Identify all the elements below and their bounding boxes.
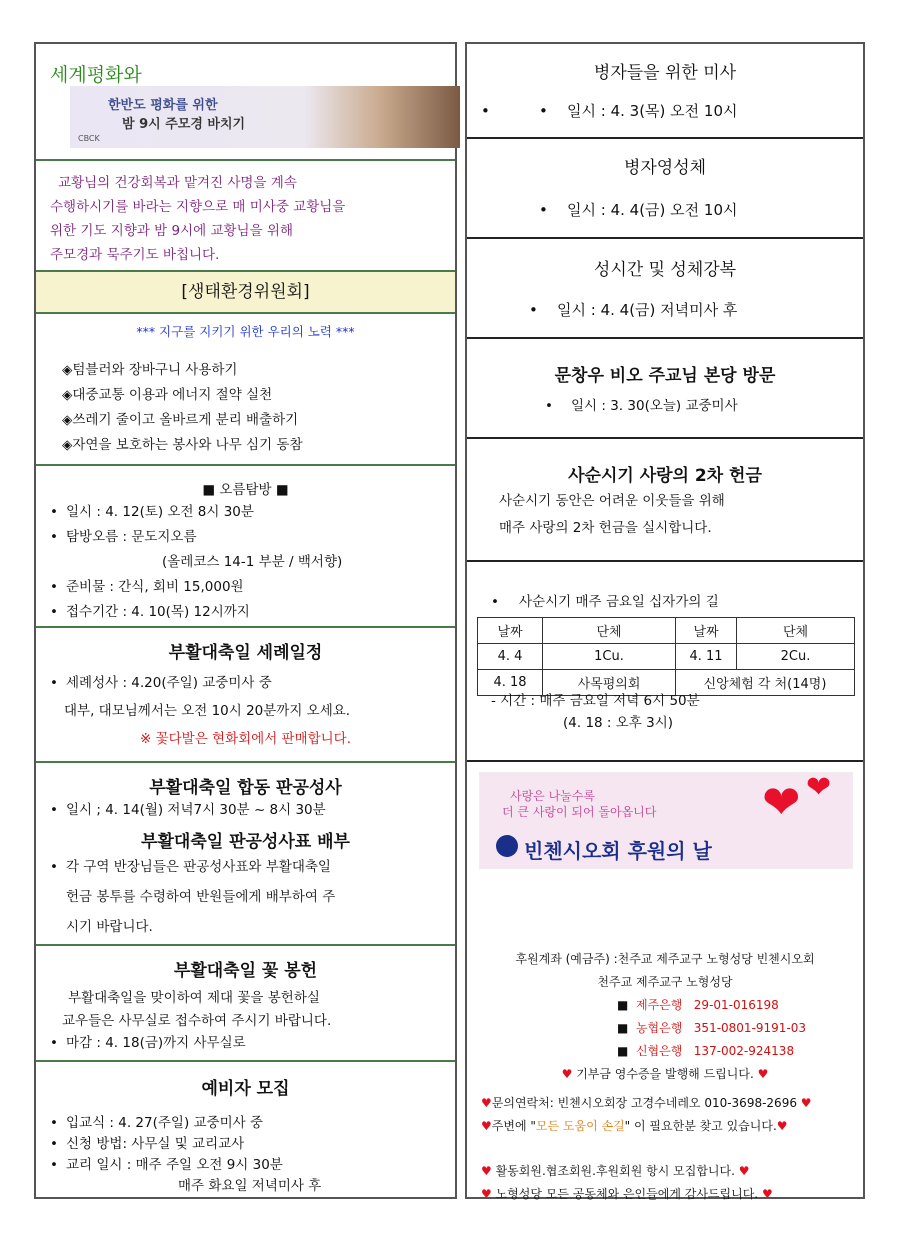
stations-time-line: - 시간 : 매주 금요일 저녁 6시 50분	[491, 693, 700, 709]
thanks-line	[467, 1183, 863, 1206]
adoration-title: 성시간 및 성체강복	[593, 260, 737, 280]
bank-name: 신협은행	[635, 1044, 683, 1058]
lent-line1: 사순시기 동안은 어려운 이웃들을 위해	[499, 493, 725, 509]
eco-item: ◈대중교통 이용과 에너지 절약 실천	[62, 387, 273, 403]
baptism-section	[36, 628, 455, 763]
banner-title: 빈첸시오회 후원의 날	[524, 839, 712, 863]
heart-icon: ♥	[800, 1096, 812, 1110]
table-header: 단체	[543, 618, 676, 644]
adoration-date: • 일시 : 4. 4(금) 저녁미사 후	[529, 301, 738, 319]
sick-comm-title: 병자영성체	[623, 158, 707, 178]
bank-row: ■ 농협은행 351-0801-9191-03	[617, 1021, 807, 1035]
heart-icon: ♥	[761, 1187, 773, 1201]
eco-list	[62, 358, 303, 458]
sick-comm-date: • 일시 : 4. 4(금) 오전 10시	[539, 201, 738, 219]
card-line2: 헌금 봉투를 수령하여 반원들에게 배부하여 주	[66, 889, 336, 905]
need-text-c: " 이 필요한분 찾고 있습니다.	[624, 1119, 777, 1133]
catechumen-section	[36, 1062, 455, 1197]
table-cell: 4. 18	[478, 670, 543, 696]
right-column	[465, 42, 865, 1199]
card-line1: • 각 구역 반장님들은 판공성사표와 부활대축일	[66, 859, 331, 875]
peace-section	[36, 44, 455, 161]
adoration-section	[467, 239, 863, 339]
peace-banner	[70, 86, 460, 148]
confession-card-text	[36, 852, 455, 942]
sick-mass-date: • • 일시 : 4. 3(목) 오전 10시	[467, 99, 863, 124]
account-holder2: 천주교 제주교구 노형성당	[597, 975, 733, 989]
flower-line1: 부활대축일을 맞이하여 제대 꽃을 봉헌하실	[68, 990, 320, 1006]
members-text: 활동회원.협조회원.후원회원 항시 모집합니다.	[495, 1164, 735, 1178]
table-cell: 신앙체험 각 처(14명)	[676, 670, 855, 696]
catechumen-entry: • 입교식 : 4. 27(주일) 교중미사 중	[36, 1113, 455, 1134]
adoration-date-text: 일시 : 4. 4(금) 저녁미사 후	[557, 301, 738, 319]
vincent-banner	[479, 772, 853, 869]
bank-name: 제주은행	[635, 998, 683, 1012]
table-header-row	[478, 618, 855, 644]
oreum-deadline: • 접수기간 : 4. 10(목) 12시까지	[36, 600, 455, 625]
baptism-flowers: ※ 꽃다발은 현화회에서 판매합니다.	[139, 731, 352, 747]
heart-icon: ♥	[481, 1096, 492, 1110]
table-header: 날짜	[478, 618, 543, 644]
table-row	[478, 644, 855, 670]
bank-number: 29-01-016198	[693, 998, 779, 1012]
receipt-text: 기부금 영수증을 발행해 드립니다.	[576, 1067, 754, 1081]
oreum-list	[36, 500, 455, 625]
stations-time	[491, 690, 700, 734]
vincent-logo-icon	[496, 835, 518, 857]
banner-line2: 밤 9시 주모경 바치기	[122, 117, 246, 132]
confession-title: 부활대축일 합동 판공성사	[149, 778, 342, 798]
lent-line2: 매주 사랑의 2차 헌금을 실시합니다.	[499, 520, 712, 536]
bank-number: 351-0801-9191-03	[693, 1021, 807, 1035]
flower-text	[36, 987, 455, 1033]
flower-line2: 교우들은 사무실로 접수하여 주시기 바랍니다.	[62, 1013, 332, 1029]
eco-subtitle: *** 지구를 지키기 위한 우리의 노력 ***	[136, 324, 355, 339]
oreum-course: (올레코스 14-1 부분 / 백서향)	[162, 554, 343, 570]
banner-text1: 사랑은 나눌수록	[510, 789, 595, 803]
sick-mass-section	[467, 44, 863, 139]
bishop-title: 문창우 비오 주교님 본당 방문	[554, 366, 776, 386]
need-text-b: 모든 도움이 손길	[535, 1119, 625, 1133]
table-cell: 2Cu.	[737, 644, 855, 670]
table-cell: 4. 4	[478, 644, 543, 670]
pope-line4: 주모경과 묵주기도 바칩니다.	[50, 247, 220, 263]
pope-line1: 교황님의 건강회복과 맡겨진 사명을 계속	[58, 175, 297, 191]
bank-row: ■ 제주은행 29-01-016198	[617, 998, 779, 1012]
oreum-place: • 탐방오름 : 문도지오름	[36, 525, 455, 550]
thanks-text: 노형성당 모든 공동체와 은인들에게 감사드립니다.	[495, 1187, 759, 1201]
bishop-date: • 일시 : 3. 30(오늘) 교중미사	[545, 398, 738, 414]
eco-header	[36, 272, 455, 314]
table-cell: 사목평의회	[543, 670, 676, 696]
need-line	[467, 1115, 863, 1138]
sick-mass-date-text: 일시 : 4. 3(목) 오전 10시	[567, 102, 738, 120]
heart-icon: ♥	[481, 1164, 492, 1178]
bishop-section	[467, 339, 863, 439]
heart-icon: ♥	[776, 1119, 788, 1133]
card-line3: 시기 바랍니다.	[66, 919, 153, 935]
table-cell: 4. 11	[676, 644, 737, 670]
heart-icon: ♥	[561, 1067, 573, 1081]
account-holder: 후원계좌 (예금주) :천주교 제주교구 노형성당 빈첸시오회	[515, 952, 815, 966]
contact-line	[467, 1092, 863, 1115]
stations-title: • 사순시기 매주 금요일 십자가의 길	[491, 594, 719, 610]
catechumen-class: • 교리 일시 : 매주 주일 오전 9시 30분	[36, 1155, 455, 1176]
catechumen-class2: 매주 화요일 저녁미사 후	[178, 1178, 322, 1194]
bishop-date-text: 일시 : 3. 30(오늘) 교중미사	[571, 398, 738, 414]
members-line	[467, 1160, 863, 1183]
pope-line2: 수행하시기를 바라는 지향으로 매 미사중 교황님을	[50, 199, 346, 215]
stations-section	[467, 562, 863, 762]
eco-item: ◈자연을 보호하는 봉사와 나무 심기 동참	[62, 437, 303, 453]
bank-name: 농협은행	[635, 1021, 683, 1035]
contact-text: 문의연락처: 빈첸시오회장 고경수네레오 010-3698-2696	[491, 1096, 797, 1110]
catechumen-apply: • 신청 방법: 사무실 및 교리교사	[36, 1134, 455, 1155]
pope-line3: 위한 기도 지향과 밤 9시에 교황님을 위해	[50, 223, 293, 239]
heart-icon: ♥	[481, 1119, 492, 1133]
pope-prayer-section	[36, 161, 455, 272]
stations-time-line2: (4. 18 : 오후 3시)	[563, 715, 674, 731]
confession-card-title: 부활대축일 판공성사표 배부	[141, 832, 350, 852]
confession-date: • 일시 ; 4. 14(월) 저녁7시 30분 ~ 8시 30분	[36, 798, 455, 823]
eco-item: ◈텀블러와 장바구니 사용하기	[62, 362, 238, 378]
peace-title: 세계평화와	[50, 64, 142, 86]
receipt-line	[467, 1063, 863, 1086]
flower-title: 부활대축일 꽃 봉헌	[173, 961, 318, 981]
heart-icon: ♥	[757, 1067, 769, 1081]
eco-section	[36, 314, 455, 466]
baptism-date: • 세례성사 : 4.20(주일) 교중미사 중	[36, 669, 455, 697]
oreum-supplies: • 준비물 : 간식, 회비 15,000원	[36, 575, 455, 600]
stations-title-text: 사순시기 매주 금요일 십자가의 길	[519, 594, 719, 610]
lent-offering-section	[467, 439, 863, 562]
banner-text2: 더 큰 사랑이 되어 돌아옵니다	[502, 805, 657, 819]
eco-item: ◈쓰레기 줄이고 올바르게 분리 배출하기	[62, 412, 299, 428]
table-header: 날짜	[676, 618, 737, 644]
sick-comm-section	[467, 139, 863, 239]
bank-number: 137-002-924138	[693, 1044, 795, 1058]
need-text-a: 주변에 "	[491, 1119, 536, 1133]
oreum-section	[36, 466, 455, 628]
table-cell: 1Cu.	[543, 644, 676, 670]
heart-icon: ❤	[762, 775, 801, 829]
heart-icon: ❤	[806, 770, 832, 805]
table-header: 단체	[737, 618, 855, 644]
sick-comm-date-text: 일시 : 4. 4(금) 오전 10시	[567, 201, 738, 219]
oreum-date: • 일시 : 4. 12(토) 오전 8시 30분	[36, 500, 455, 525]
flower-deadline: • 마감 : 4. 18(금)까지 사무실로	[36, 1033, 455, 1053]
eco-header-text: [생태환경위원회]	[181, 282, 310, 302]
banner-line1: 한반도 평화를 위한	[108, 98, 218, 113]
catechumen-title: 예비자 모집	[201, 1079, 290, 1099]
pope-prayer-text	[50, 171, 345, 267]
bank-row: ■ 신협은행 137-002-924138	[617, 1044, 795, 1058]
confession-section	[36, 763, 455, 946]
vincent-account	[467, 948, 863, 1206]
heart-icon: ♥	[738, 1164, 750, 1178]
heart-icon: ♥	[481, 1187, 492, 1201]
left-column	[34, 42, 457, 1199]
oreum-title: ■ 오름탐방 ■	[202, 482, 289, 498]
lent-offering-title: 사순시기 사랑의 2차 헌금	[568, 466, 762, 486]
stations-table	[477, 617, 855, 696]
baptism-title: 부활대축일 세례일정	[168, 643, 323, 663]
lent-offering-text	[467, 488, 863, 542]
sick-mass-title: 병자들을 위한 미사	[593, 63, 737, 83]
banner-logo: CBCK	[78, 134, 100, 143]
flower-section	[36, 946, 455, 1062]
baptism-godparents: 대부, 대모님께서는 오전 10시 20분까지 오세요.	[64, 703, 351, 719]
vincent-section	[467, 762, 863, 1201]
